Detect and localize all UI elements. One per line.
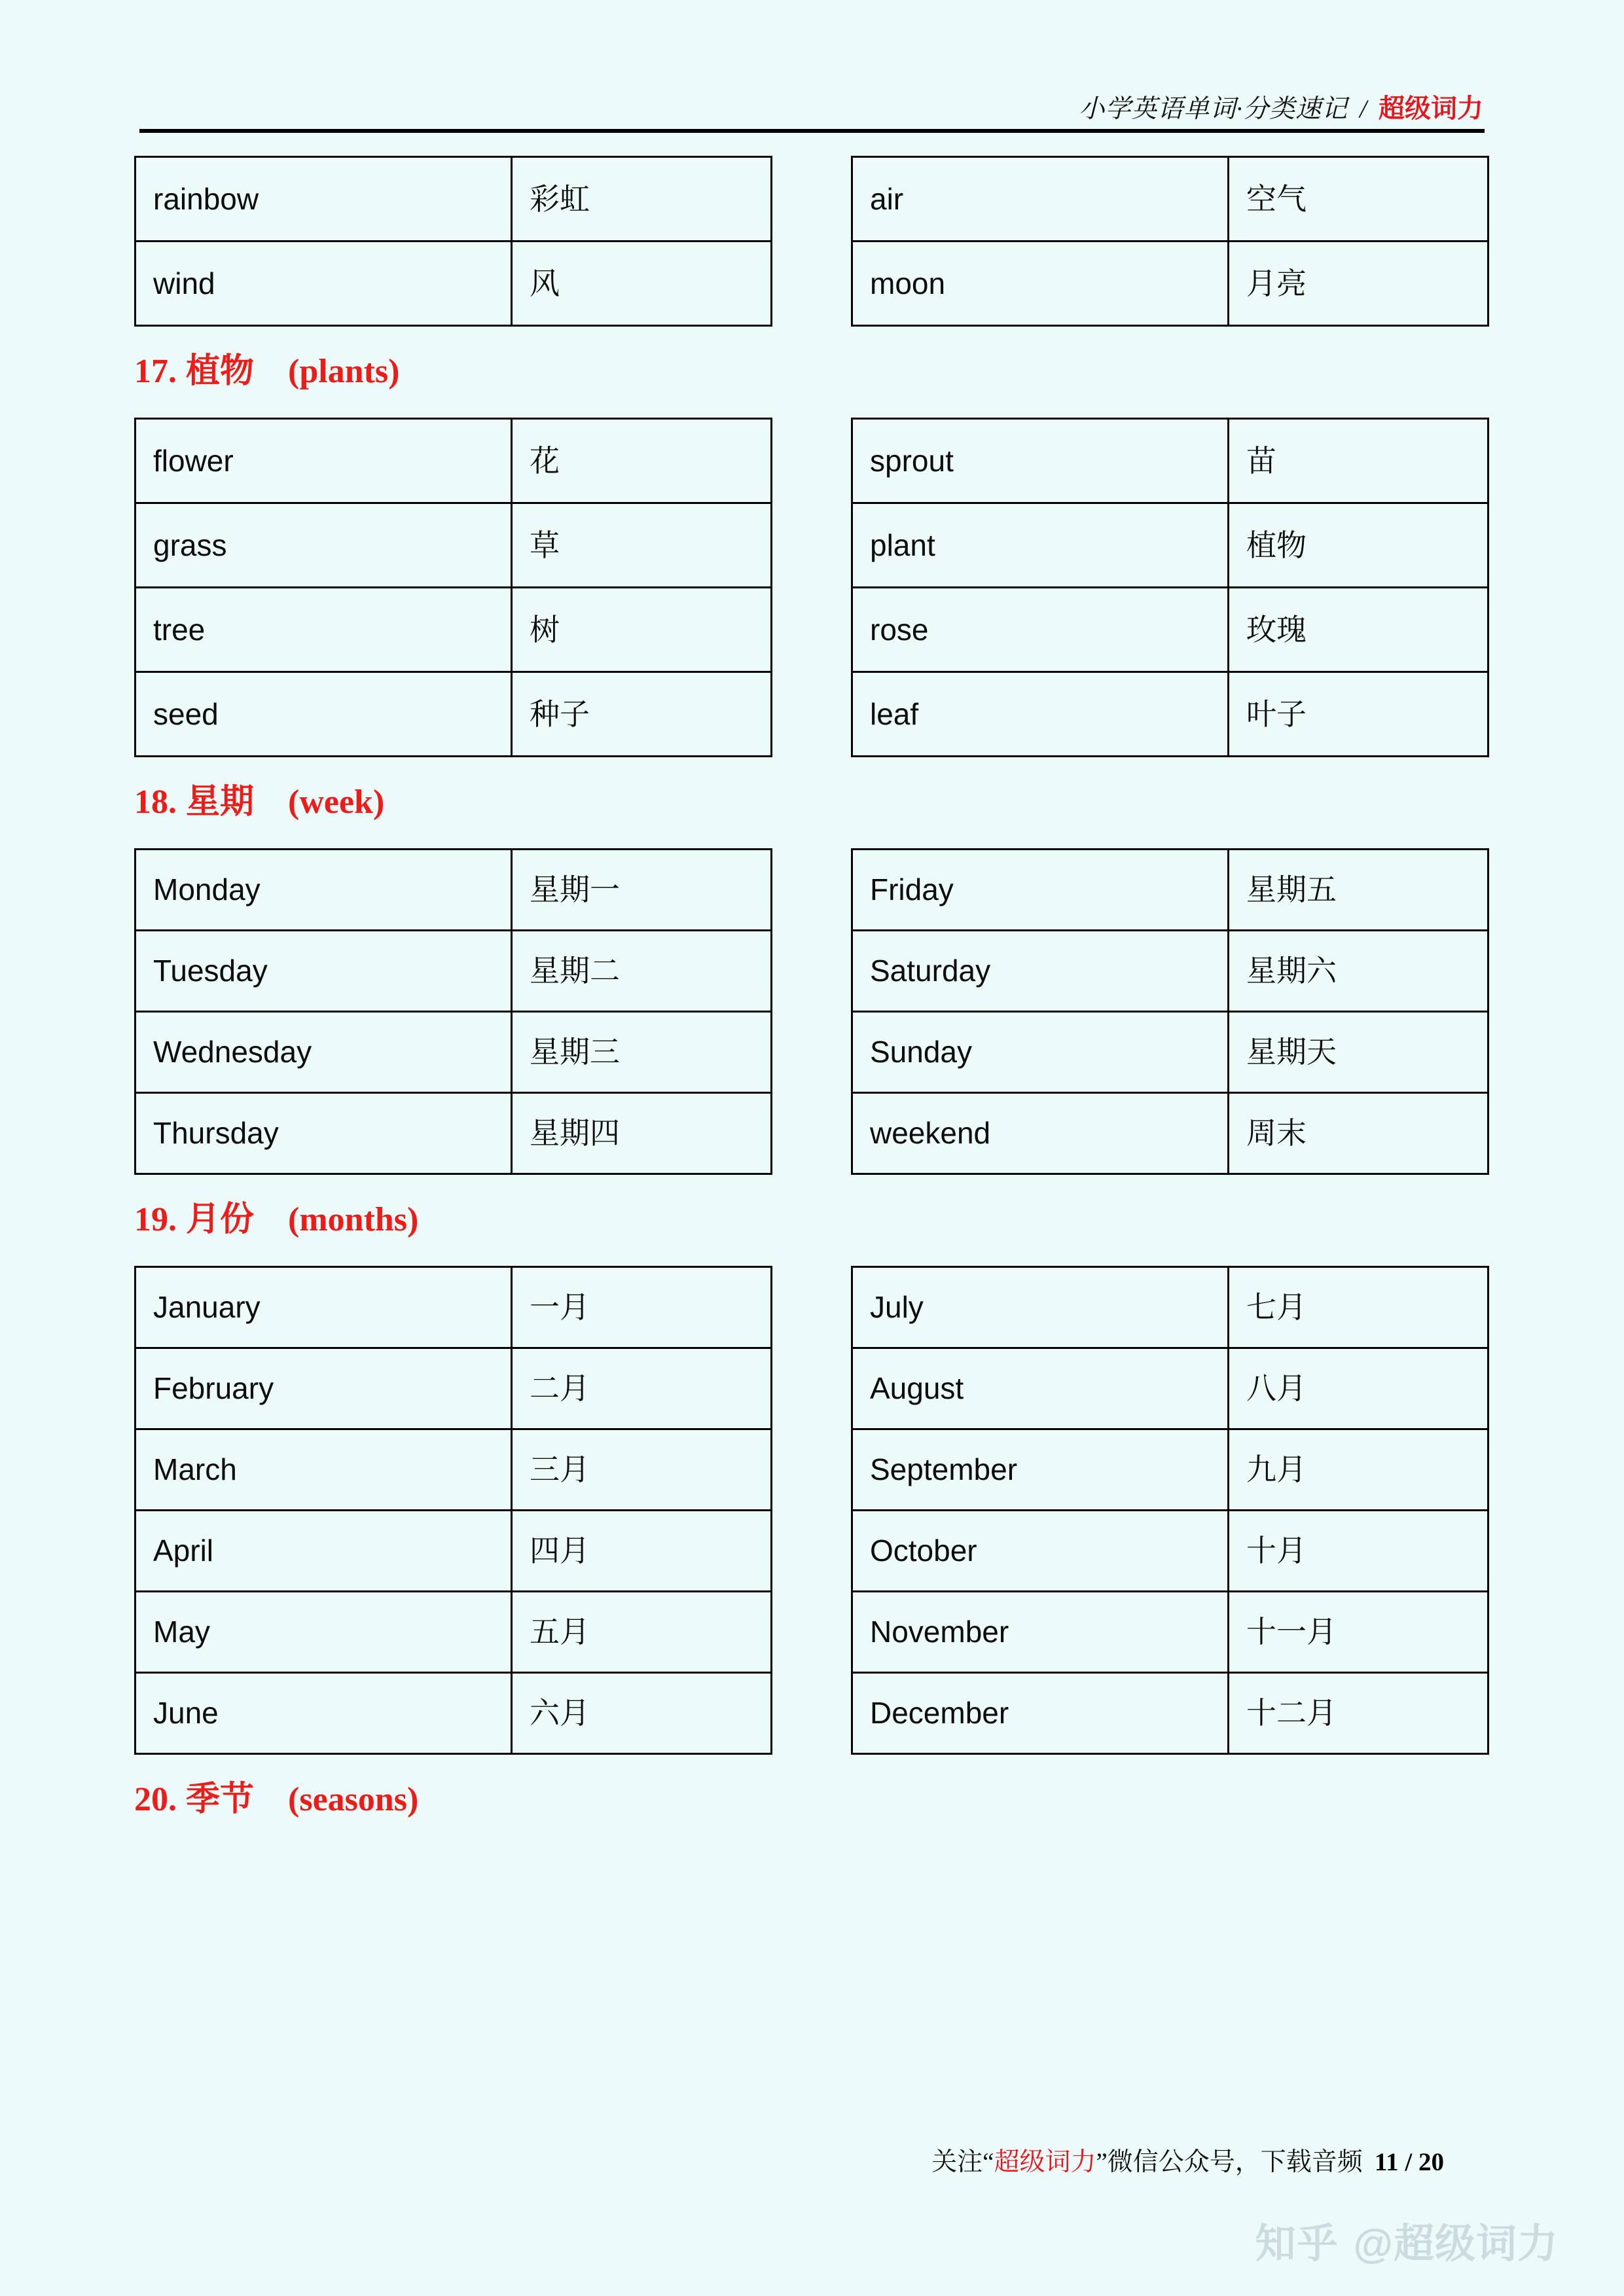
section-title-cn: 植物	[186, 352, 255, 390]
vocab-table-left	[134, 418, 772, 757]
table-row	[135, 503, 772, 588]
word-zh: 星期四	[512, 1093, 772, 1174]
word-zh: 树	[512, 588, 772, 672]
spacer	[134, 327, 1489, 354]
section-number: 17.	[134, 353, 177, 390]
section-heading-seasons	[134, 1782, 1489, 1817]
zhihu-logo: 知乎	[1255, 2221, 1339, 2267]
word-zh: 星期五	[1229, 850, 1489, 931]
section-number: 20.	[134, 1781, 177, 1818]
word-en: July	[852, 1267, 1229, 1348]
table-row	[852, 850, 1489, 931]
word-en: Sunday	[852, 1012, 1229, 1093]
tables-row	[134, 848, 1489, 1175]
section-week	[134, 785, 1489, 1175]
word-zh: 苗	[1229, 419, 1489, 503]
word-en: June	[135, 1673, 512, 1754]
table-row	[852, 1348, 1489, 1429]
table-row	[852, 672, 1489, 757]
spacer	[134, 1237, 1489, 1266]
table-row	[852, 419, 1489, 503]
page-footer	[0, 2142, 1624, 2187]
word-en: Saturday	[852, 931, 1229, 1012]
header-brand: 超级词力	[1379, 94, 1483, 123]
word-en: tree	[135, 588, 512, 672]
section-number: 18.	[134, 783, 177, 821]
section-number: 19.	[134, 1201, 177, 1238]
table-row	[135, 1267, 772, 1348]
page-number: 11 / 20	[1374, 2148, 1444, 2176]
section-title-en: (week)	[288, 783, 385, 821]
vocab-table-right	[851, 156, 1489, 327]
table-row	[135, 1592, 772, 1673]
word-en: sprout	[852, 419, 1229, 503]
table-row	[135, 672, 772, 757]
page-content	[134, 156, 1489, 1817]
word-zh: 星期天	[1229, 1012, 1489, 1093]
table-row	[135, 850, 772, 931]
table-row	[135, 242, 772, 326]
table-row	[852, 1429, 1489, 1511]
table-row	[135, 1012, 772, 1093]
word-en: January	[135, 1267, 512, 1348]
table-row	[852, 1592, 1489, 1673]
word-zh: 一月	[512, 1267, 772, 1348]
word-zh: 二月	[512, 1348, 772, 1429]
section-title-cn: 星期	[186, 783, 255, 821]
word-zh: 四月	[512, 1511, 772, 1592]
word-en: grass	[135, 503, 512, 588]
section-weather-continued	[134, 156, 1489, 327]
word-en: moon	[852, 242, 1229, 326]
footer-prefix: 关注“	[931, 2148, 994, 2176]
table-row	[852, 242, 1489, 326]
word-zh: 周末	[1229, 1093, 1489, 1174]
word-zh: 星期六	[1229, 931, 1489, 1012]
word-zh: 星期三	[512, 1012, 772, 1093]
table-row	[135, 1093, 772, 1174]
word-zh: 风	[512, 242, 772, 326]
page-header	[139, 84, 1485, 136]
table-row	[852, 503, 1489, 588]
table-row	[852, 1673, 1489, 1754]
word-en: October	[852, 1511, 1229, 1592]
table-row	[852, 588, 1489, 672]
spacer	[134, 1755, 1489, 1782]
word-zh: 三月	[512, 1429, 772, 1511]
table-row	[852, 1012, 1489, 1093]
vocab-table-right	[851, 1266, 1489, 1755]
table-row	[852, 1093, 1489, 1174]
word-en: September	[852, 1429, 1229, 1511]
section-title-en: (plants)	[288, 353, 400, 390]
word-en: leaf	[852, 672, 1229, 757]
word-zh: 草	[512, 503, 772, 588]
word-zh: 花	[512, 419, 772, 503]
section-seasons	[134, 1782, 1489, 1817]
word-zh: 空气	[1229, 157, 1489, 242]
section-heading-plants	[134, 354, 1489, 389]
section-heading-months	[134, 1202, 1489, 1237]
word-en: rainbow	[135, 157, 512, 242]
spacer	[134, 819, 1489, 848]
vocab-table-right	[851, 418, 1489, 757]
word-zh: 八月	[1229, 1348, 1489, 1429]
tables-row	[134, 418, 1489, 757]
word-zh: 植物	[1229, 503, 1489, 588]
section-title-cn: 季节	[186, 1780, 255, 1818]
table-row	[135, 1673, 772, 1754]
word-en: Tuesday	[135, 931, 512, 1012]
section-heading-week	[134, 785, 1489, 819]
watermark-handle: @超级词力	[1353, 2221, 1559, 2267]
word-zh: 七月	[1229, 1267, 1489, 1348]
word-en: May	[135, 1592, 512, 1673]
word-en: November	[852, 1592, 1229, 1673]
word-en: April	[135, 1511, 512, 1592]
section-title-en: (seasons)	[288, 1781, 419, 1818]
table-row	[135, 588, 772, 672]
section-title-cn: 月份	[186, 1200, 255, 1238]
word-zh: 十一月	[1229, 1592, 1489, 1673]
word-en: plant	[852, 503, 1229, 588]
word-zh: 星期一	[512, 850, 772, 931]
table-row	[135, 1429, 772, 1511]
word-en: air	[852, 157, 1229, 242]
word-zh: 五月	[512, 1592, 772, 1673]
word-zh: 星期二	[512, 931, 772, 1012]
table-row	[135, 419, 772, 503]
word-en: weekend	[852, 1093, 1229, 1174]
table-row	[135, 157, 772, 242]
word-en: March	[135, 1429, 512, 1511]
word-zh: 叶子	[1229, 672, 1489, 757]
word-zh: 九月	[1229, 1429, 1489, 1511]
spacer	[134, 757, 1489, 785]
table-row	[852, 157, 1489, 242]
tables-row	[134, 1266, 1489, 1755]
table-row	[852, 931, 1489, 1012]
table-row	[135, 931, 772, 1012]
footer-inner	[0, 2142, 1624, 2178]
section-months	[134, 1202, 1489, 1755]
spacer	[134, 1175, 1489, 1202]
word-en: Friday	[852, 850, 1229, 931]
tables-row	[134, 156, 1489, 327]
word-en: December	[852, 1673, 1229, 1754]
word-zh: 种子	[512, 672, 772, 757]
vocab-table-left	[134, 1266, 772, 1755]
footer-suffix: ”微信公众号，下载音频	[1096, 2148, 1363, 2176]
word-en: February	[135, 1348, 512, 1429]
word-en: Wednesday	[135, 1012, 512, 1093]
table-row	[852, 1511, 1489, 1592]
word-en: seed	[135, 672, 512, 757]
footer-brand: 超级词力	[994, 2148, 1096, 2176]
watermark	[1255, 2211, 1559, 2269]
word-zh: 十二月	[1229, 1673, 1489, 1754]
word-en: wind	[135, 242, 512, 326]
vocab-table-left	[134, 156, 772, 327]
header-title: 小学英语单词·分类速记	[1079, 95, 1348, 123]
word-en: Thursday	[135, 1093, 512, 1174]
vocab-table-right	[851, 848, 1489, 1175]
word-en: flower	[135, 419, 512, 503]
word-zh: 月亮	[1229, 242, 1489, 326]
word-en: August	[852, 1348, 1229, 1429]
table-row	[135, 1511, 772, 1592]
spacer	[134, 389, 1489, 418]
word-zh: 十月	[1229, 1511, 1489, 1592]
word-zh: 彩虹	[512, 157, 772, 242]
header-rule	[139, 129, 1485, 133]
word-zh: 六月	[512, 1673, 772, 1754]
section-title-en: (months)	[288, 1201, 419, 1238]
table-row	[852, 1267, 1489, 1348]
word-en: Monday	[135, 850, 512, 931]
section-plants	[134, 354, 1489, 757]
table-row	[135, 1348, 772, 1429]
vocab-table-left	[134, 848, 772, 1175]
word-zh: 玫瑰	[1229, 588, 1489, 672]
header-separator: /	[1360, 95, 1367, 123]
word-en: rose	[852, 588, 1229, 672]
header-title-row	[139, 84, 1485, 122]
